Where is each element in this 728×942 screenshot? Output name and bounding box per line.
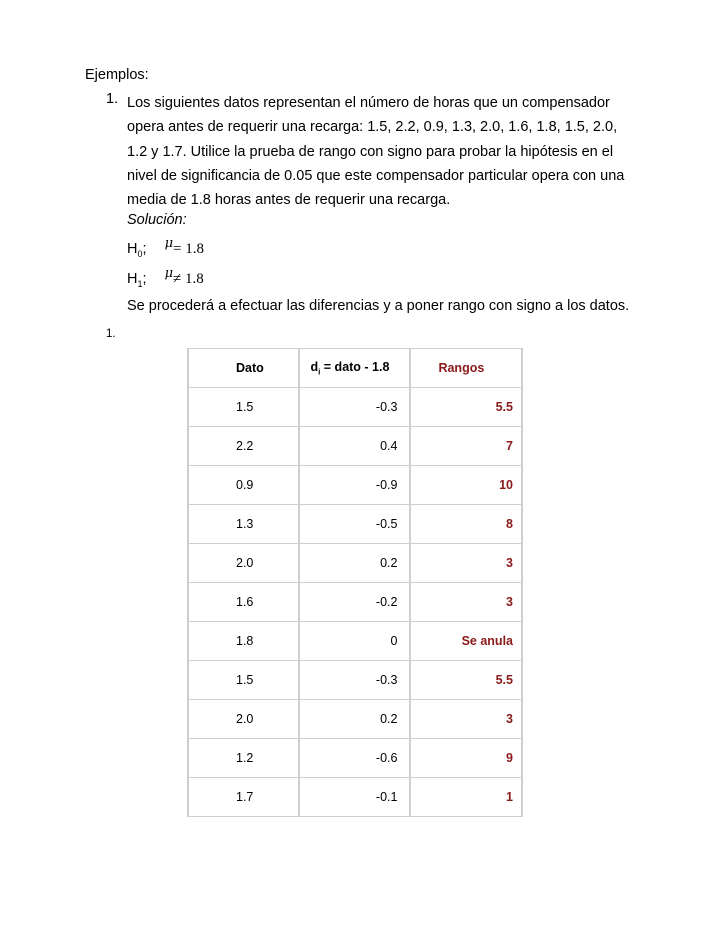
h0-separator: ;	[142, 241, 147, 257]
table-row	[188, 700, 522, 739]
h0-subscript: 0	[137, 248, 143, 259]
cell-diferencia: -0.6	[299, 739, 410, 778]
cell-rango: 5.5	[410, 388, 522, 427]
cell-rango: 3	[410, 544, 522, 583]
paragraph-line-1: Los siguientes datos representan el número de horas que un compensador	[127, 95, 610, 111]
header-d-sub: i	[318, 367, 321, 377]
header-d-rest: = dato - 1.8	[320, 359, 390, 374]
cell-diferencia: -0.5	[299, 505, 410, 544]
cell-rango: 5.5	[410, 661, 522, 700]
mu-symbol-h0: μ	[164, 236, 174, 251]
table-row	[188, 427, 522, 466]
table-row	[188, 583, 522, 622]
paragraph-line-4: nivel de significancia de 0.05 que este compensador particular opera con una	[127, 167, 625, 184]
cell-dato: 1.3	[188, 505, 299, 544]
header-diferencia	[299, 349, 410, 388]
paragraph-line-5: media de 1.8 horas antes de requerir una recarga.	[127, 192, 451, 209]
h1-label: H	[127, 271, 138, 287]
problem-paragraph	[127, 91, 629, 212]
cell-dato: 1.5	[188, 388, 299, 427]
cell-rango: 3	[410, 583, 522, 622]
cell-dato: 0.9	[188, 466, 299, 505]
table-row	[188, 661, 522, 700]
cell-rango: 10	[410, 466, 522, 505]
cell-diferencia: 0.2	[299, 700, 410, 739]
cell-dato: 1.8	[188, 622, 299, 661]
ranks-table	[187, 348, 523, 817]
cell-rango: 7	[410, 427, 522, 466]
table-row	[188, 466, 522, 505]
hypothesis-h0	[127, 236, 204, 259]
hypothesis-h1	[127, 266, 204, 289]
heading-ejemplos: Ejemplos:	[85, 67, 149, 83]
cell-rango: 1	[410, 778, 522, 817]
cell-diferencia: -0.3	[299, 388, 410, 427]
table-row	[188, 544, 522, 583]
header-dato: Dato	[188, 349, 299, 388]
cell-diferencia: 0	[299, 622, 410, 661]
solucion-label: Solución:	[127, 212, 187, 228]
cell-diferencia: -0.1	[299, 778, 410, 817]
table-row	[188, 739, 522, 778]
procedure-text: Se procederá a efectuar las diferencias y a poner rango con signo a los datos.	[127, 298, 630, 314]
table-body	[188, 388, 522, 817]
header-d: d	[310, 359, 319, 374]
cell-dato: 2.2	[188, 427, 299, 466]
cell-dato: 2.0	[188, 700, 299, 739]
cell-dato: 2.0	[188, 544, 299, 583]
h0-label: H	[127, 241, 138, 257]
cell-rango: 8	[410, 505, 522, 544]
table-header-row	[188, 349, 522, 388]
paragraph-line-2: opera antes de requerir una recarga: 1.5, 2.2, 0.9, 1.3, 2.0, 1.6, 1.8, 1.5, 2.0,	[127, 119, 618, 136]
list-number-2: 1.	[106, 328, 116, 340]
cell-dato: 1.7	[188, 778, 299, 817]
header-rangos: Rangos	[410, 349, 522, 388]
h0-relation: = 1.8	[173, 241, 204, 257]
table-row	[188, 388, 522, 427]
table-row	[188, 505, 522, 544]
cell-diferencia: 0.2	[299, 544, 410, 583]
paragraph-line-3: 1.2 y 1.7. Utilice la prueba de rango con signo para probar la hipótesis en el	[127, 143, 614, 160]
cell-diferencia: -0.3	[299, 661, 410, 700]
mu-symbol-h1: μ	[164, 266, 174, 281]
h1-subscript: 1	[137, 278, 143, 289]
cell-dato: 1.6	[188, 583, 299, 622]
cell-dato: 1.2	[188, 739, 299, 778]
cell-rango: 3	[410, 700, 522, 739]
cell-rango: 9	[410, 739, 522, 778]
cell-diferencia: -0.9	[299, 466, 410, 505]
cell-diferencia: -0.2	[299, 583, 410, 622]
cell-diferencia: 0.4	[299, 427, 410, 466]
h1-relation: ≠ 1.8	[173, 271, 204, 287]
cell-dato: 1.5	[188, 661, 299, 700]
table-row	[188, 778, 522, 817]
table-row	[188, 622, 522, 661]
h1-separator: ;	[142, 271, 147, 287]
cell-rango: Se anula	[410, 622, 522, 661]
list-number-1: 1.	[106, 91, 119, 107]
